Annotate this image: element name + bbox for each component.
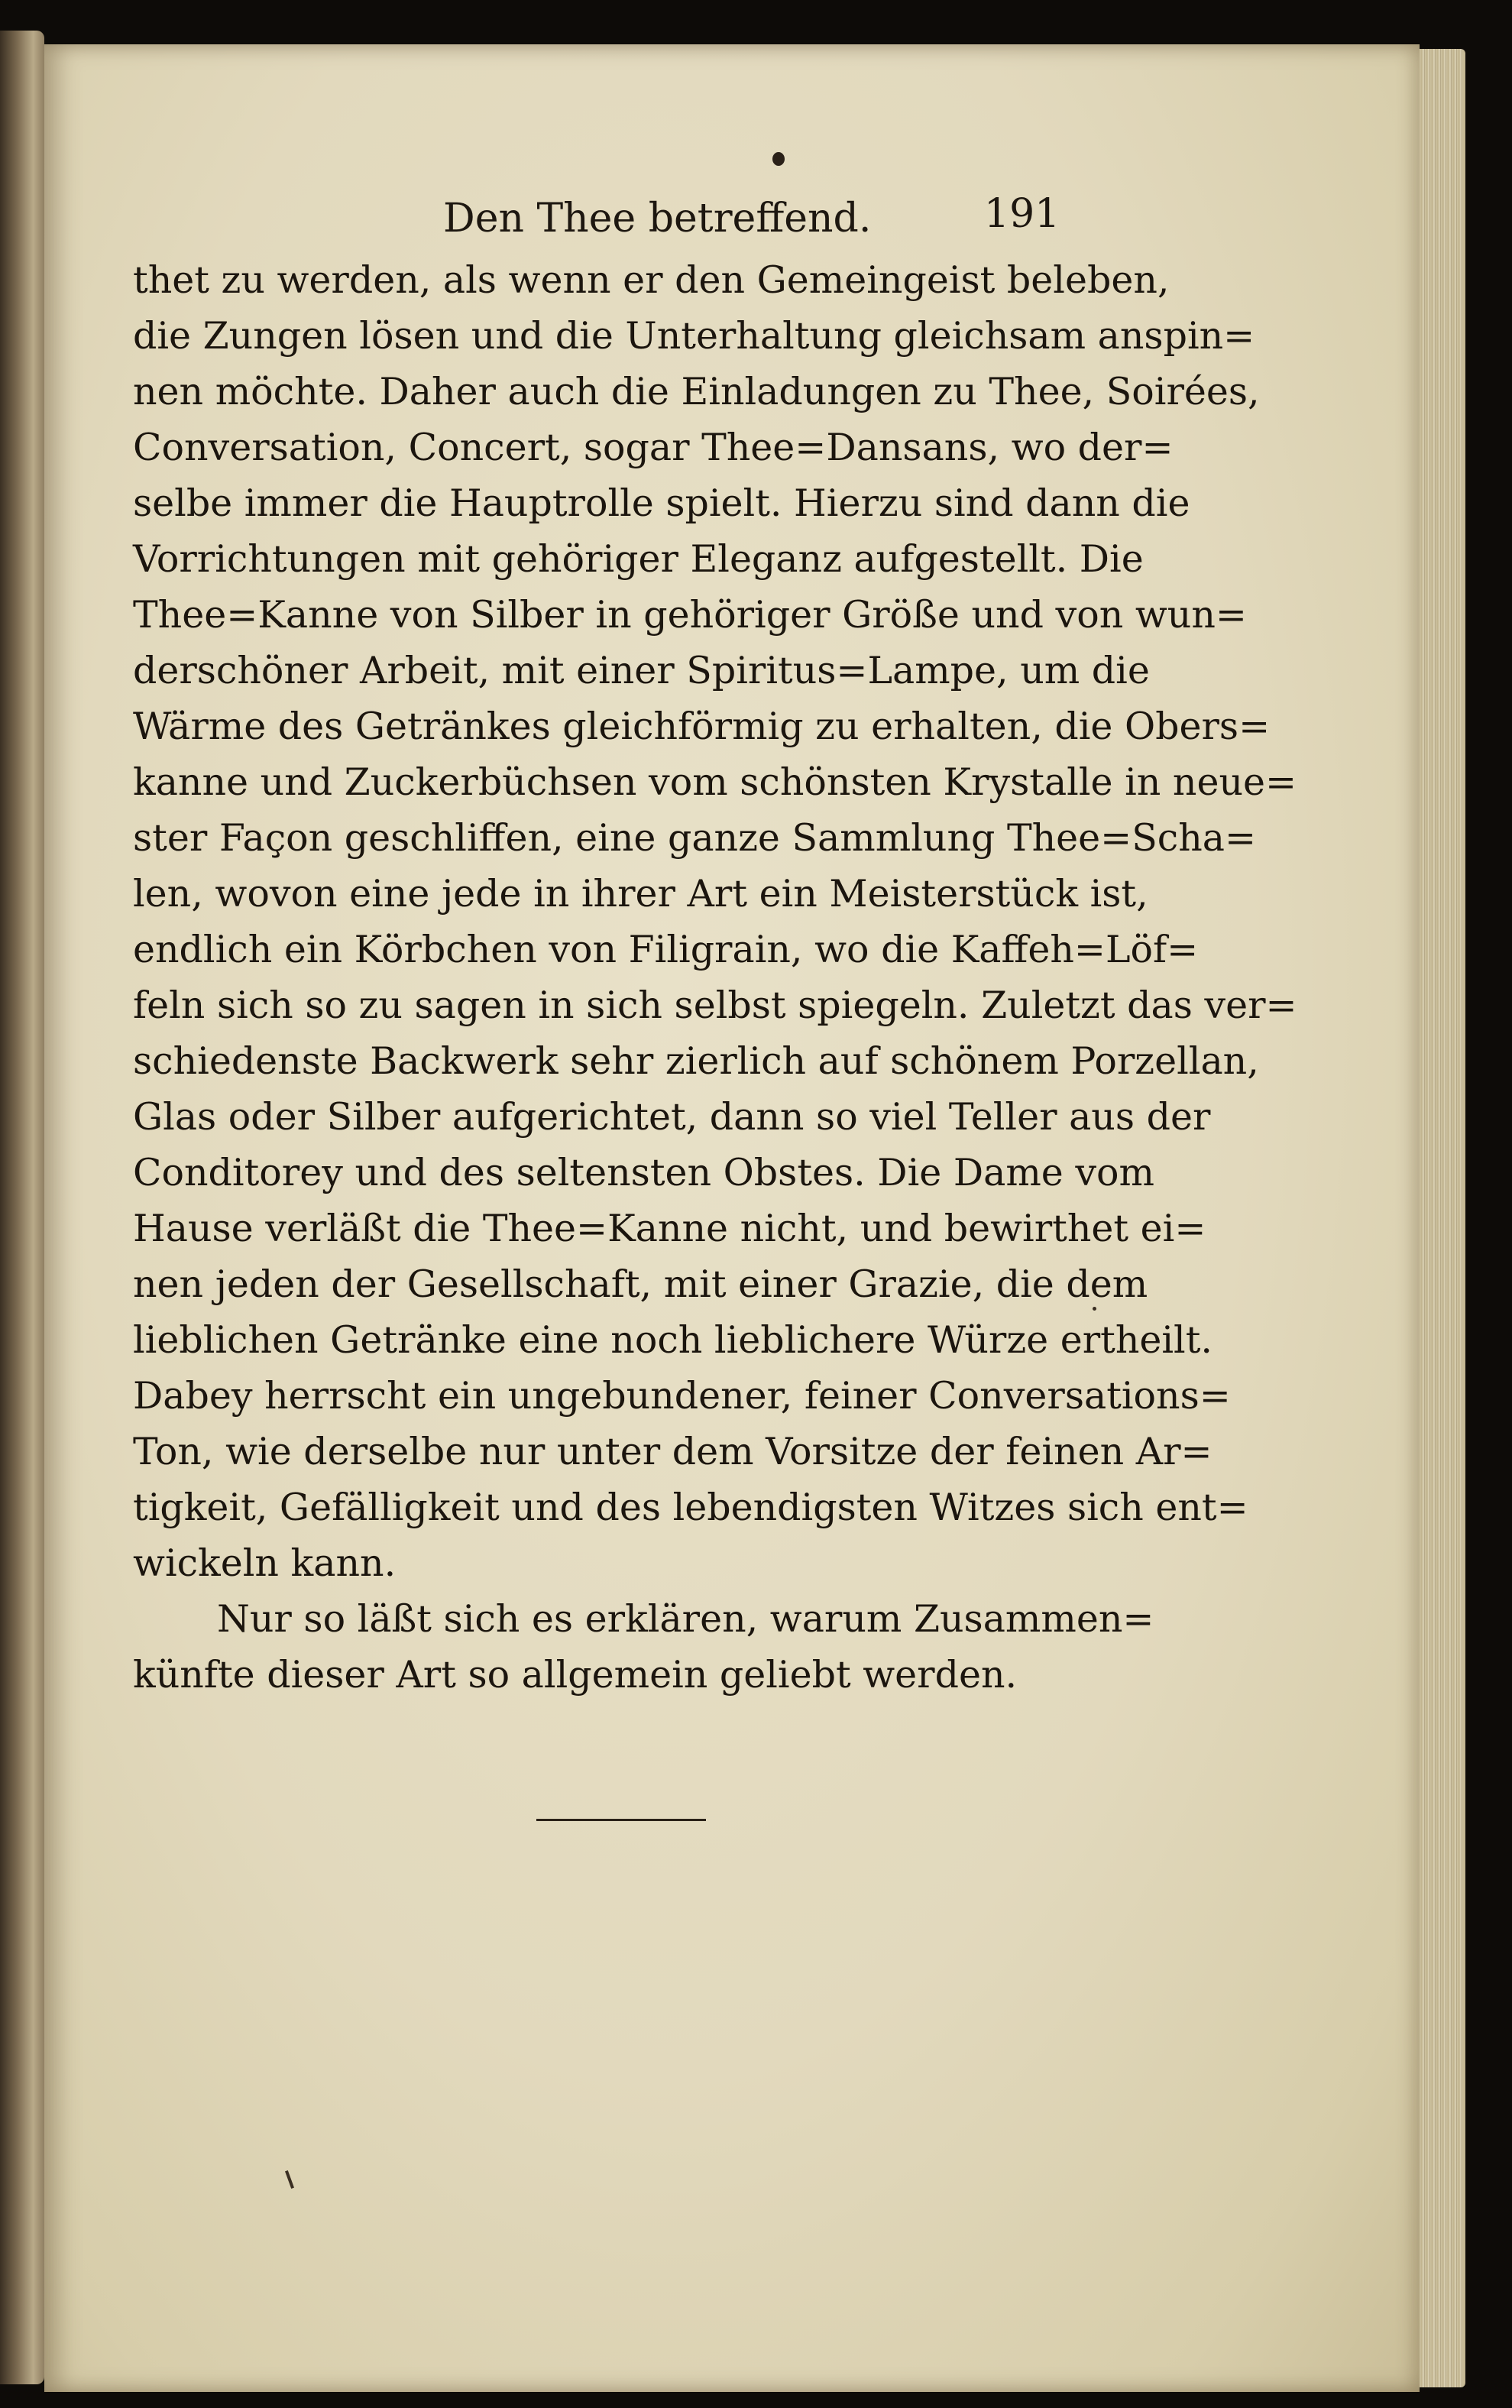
text-line: feln sich so zu sagen in sich selbst spiegeln. Zuletzt das ver=: [133, 984, 1297, 1027]
page-number: 191: [984, 191, 1060, 237]
text-line: schiedenste Backwerk sehr zierlich auf schönem Porzellan,: [133, 1039, 1259, 1083]
text-line: Dabey herrscht ein ungebundener, feiner Conversations=: [133, 1374, 1231, 1418]
text-line: Thee=Kanne von Silber in gehöriger Größe und von wun=: [133, 593, 1247, 637]
text-line: Glas oder Silber aufgerichtet, dann so viel Teller aus der: [133, 1095, 1211, 1139]
text-line: selbe immer die Hauptrolle spielt. Hierzu sind dann die: [133, 481, 1190, 525]
text-line: Ton, wie derselbe nur unter dem Vorsitze der feinen Ar=: [133, 1430, 1213, 1473]
text-line: Conversation, Concert, sogar Thee=Dansans, wo der=: [133, 426, 1174, 469]
text-line: nen jeden der Gesellschaft, mit einer Grazie, die dem: [133, 1262, 1148, 1306]
facing-page-edge: [0, 31, 44, 2384]
running-title: Den Thee betreffend.: [443, 196, 872, 241]
text-line: nen möchte. Daher auch die Einladungen zu Thee, Soirées,: [133, 370, 1260, 413]
text-line: tigkeit, Gefälligkeit und des lebendigsten Witzes sich ent=: [133, 1486, 1248, 1529]
text-line: Hause verläßt die Thee=Kanne nicht, und bewirthet ei=: [133, 1207, 1206, 1250]
text-line: derschöner Arbeit, mit einer Spiritus=Lampe, um die: [133, 649, 1150, 692]
text-line: endlich ein Körbchen von Filigrain, wo die Kaffeh=Löf=: [133, 928, 1199, 971]
page-stack-edge: [1420, 49, 1465, 2387]
text-line: ster Façon geschliffen, eine ganze Sammlung Thee=Scha=: [133, 816, 1257, 860]
text-line: Wärme des Getränkes gleichförmig zu erhalten, die Obers=: [133, 705, 1271, 748]
text-line: kanne und Zuckerbüchsen vom schönsten Krystalle in neue=: [133, 760, 1297, 804]
text-line: künfte dieser Art so allgemein geliebt werden.: [133, 1653, 1018, 1697]
text-line: thet zu werden, als wenn er den Gemeingeist beleben,: [133, 258, 1170, 302]
section-rule: [536, 1819, 706, 1821]
text-line: lieblichen Getränke eine noch lieblichere Würze ertheilt.: [133, 1318, 1213, 1362]
paragraph-first-line: Nur so läßt sich es erklären, warum Zusammen=: [217, 1597, 1154, 1641]
text-line: die Zungen lösen und die Unterhaltung gleichsam anspin=: [133, 314, 1255, 358]
printer-mark: [772, 152, 785, 166]
text-line: len, wovon eine jede in ihrer Art ein Meisterstück ist,: [133, 872, 1148, 916]
text-line: Vorrichtungen mit gehöriger Eleganz aufgestellt. Die: [133, 537, 1144, 581]
text-line: Conditorey und des seltensten Obstes. Die Dame vom: [133, 1151, 1155, 1194]
text-line: wickeln kann.: [133, 1541, 397, 1585]
body-text: [133, 252, 1297, 1703]
